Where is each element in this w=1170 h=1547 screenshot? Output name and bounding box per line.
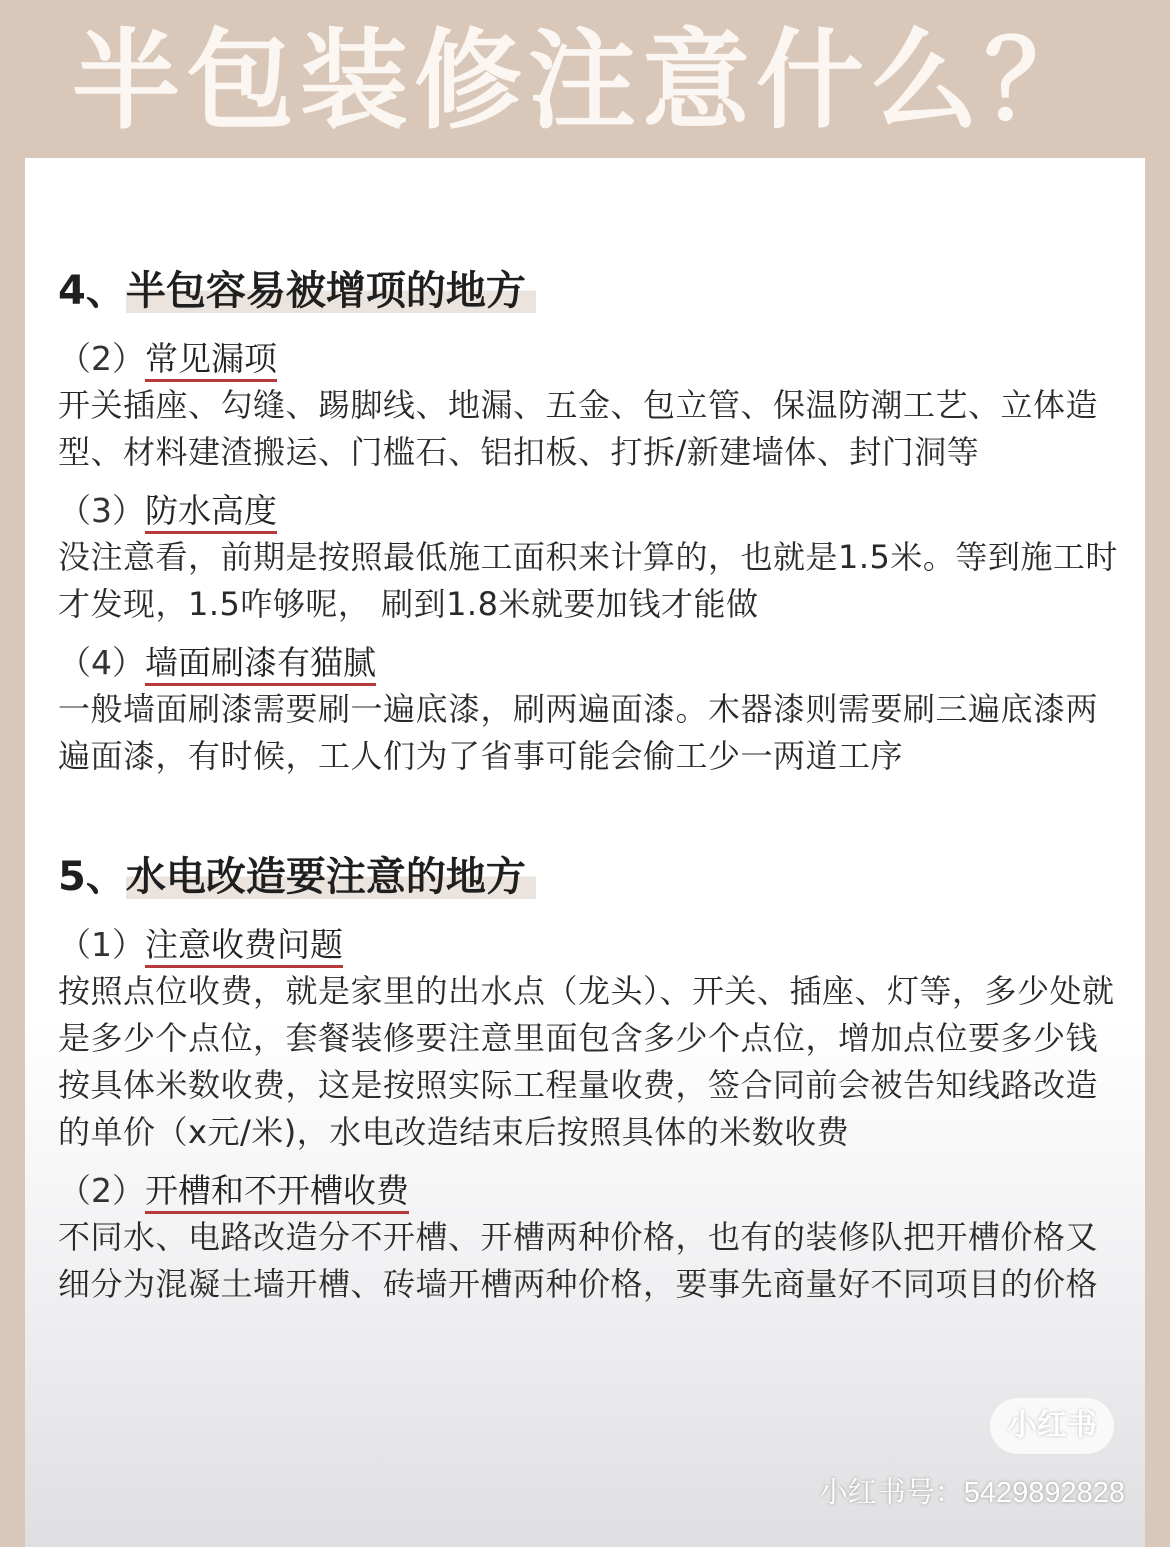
sub-body: 开关插座、勾缝、踢脚线、地漏、五金、包立管、保温防潮工艺、立体造型、材料建渣搬运、门槛石、铝扣板、打拆/新建墙体、封门洞等 bbox=[58, 386, 1099, 471]
section-spacer bbox=[58, 780, 1123, 836]
section-title: 半包容易被增项的地方 bbox=[126, 259, 536, 316]
content-card bbox=[25, 158, 1145, 1547]
sub-heading bbox=[58, 1168, 1123, 1214]
article-content bbox=[58, 250, 1123, 1308]
sub-item bbox=[58, 488, 1123, 628]
sub-heading bbox=[58, 336, 1123, 382]
sub-title: 防水高度 bbox=[145, 491, 277, 534]
sub-body: 不同水、电路改造分不开槽、开槽两种价格，也有的装修队把开槽价格又细分为混凝土墙开槽、砖墙开槽两种价格，要事先商量好不同项目的价格 bbox=[58, 1218, 1099, 1303]
sub-index: （2） bbox=[58, 339, 145, 378]
section-4 bbox=[58, 250, 1123, 780]
sub-title: 常见漏项 bbox=[145, 339, 277, 382]
section-number: 4、 bbox=[58, 267, 126, 314]
sub-heading bbox=[58, 488, 1123, 534]
watermark-account-id: 小红书号：5429892828 bbox=[818, 1477, 1125, 1509]
sub-heading bbox=[58, 640, 1123, 686]
sub-index: （3） bbox=[58, 491, 145, 530]
sub-item bbox=[58, 922, 1123, 1156]
section-5 bbox=[58, 836, 1123, 1308]
sub-title: 注意收费问题 bbox=[145, 925, 343, 968]
sub-heading bbox=[58, 922, 1123, 968]
sub-title: 墙面刷漆有猫腻 bbox=[145, 643, 376, 686]
page-title: 半包装修注意什么？ bbox=[71, 19, 1098, 144]
xiaohongshu-logo: 小红书 bbox=[990, 1398, 1114, 1454]
sub-body: 一般墙面刷漆需要刷一遍底漆，刷两遍面漆。木器漆则需要刷三遍底漆两遍面漆，有时候，工人们为了省事可能会偷工少一两道工序 bbox=[58, 690, 1099, 775]
sub-index: （2） bbox=[58, 1171, 145, 1210]
sub-title: 开槽和不开槽收费 bbox=[145, 1171, 409, 1214]
sub-item bbox=[58, 640, 1123, 780]
section-heading bbox=[58, 250, 1123, 324]
sub-body: 按照点位收费，就是家里的出水点（龙头）、开关、插座、灯等，多少处就是多少个点位，套餐装修要注意里面包含多少个点位，增加点位要多少钱按具体米数收费，这是按照实际工程量收费，签合同前会被告知线路改造的单价（x元/米)，水电改造结束后按照具体的米数收费 bbox=[58, 972, 1115, 1151]
sub-body: 没注意看，前期是按照最低施工面积来计算的，也就是1.5米。等到施工时才发现，1.5咋够呢， 刷到1.8米就要加钱才能做 bbox=[58, 538, 1118, 623]
sub-index: （1） bbox=[58, 925, 145, 964]
section-heading bbox=[58, 836, 1123, 910]
section-title: 水电改造要注意的地方 bbox=[126, 845, 536, 902]
sub-item bbox=[58, 1168, 1123, 1308]
sub-item bbox=[58, 336, 1123, 476]
section-number: 5、 bbox=[58, 853, 126, 900]
sub-index: （4） bbox=[58, 643, 145, 682]
